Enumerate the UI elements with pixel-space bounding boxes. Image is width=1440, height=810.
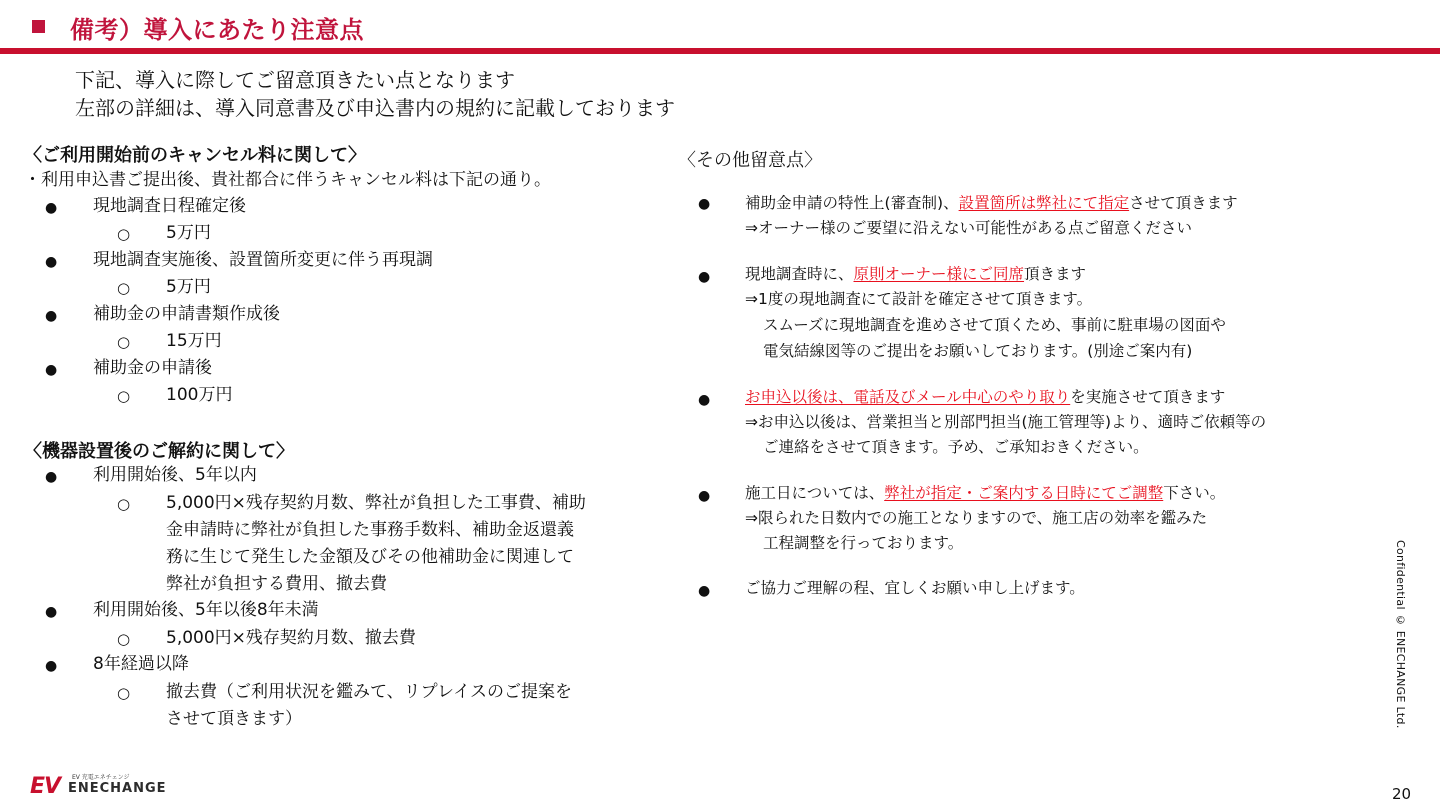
bullet-icon: ●	[45, 308, 58, 324]
termination-item-detail: 5,000円×残存契約月数、弊社が負担した工事費、補助	[166, 493, 586, 513]
sub-bullet-icon: ○	[117, 684, 131, 702]
note-emphasis: お申込以後は、電話及びメール中心のやり取り	[745, 388, 1071, 406]
ev-logo-mark: EV	[30, 774, 61, 799]
bullet-icon: ●	[698, 196, 711, 212]
cancel-fee-heading: 〈ご利用開始前のキャンセル料に関して〉	[24, 145, 366, 166]
bullet-icon: ●	[45, 604, 58, 620]
note-text: 補助金申請の特性上(審査制)、	[745, 194, 959, 212]
note-text: 現地調査時に、	[745, 265, 854, 283]
sub-bullet-icon: ○	[117, 630, 131, 648]
cancel-item-fee: 5万円	[166, 277, 211, 297]
header-divider	[0, 48, 1440, 54]
note-text: 施工日については、	[745, 484, 885, 502]
note-headline	[745, 385, 1225, 409]
slide-header	[0, 0, 1440, 56]
cancel-item-label: 現地調査日程確定後	[93, 196, 246, 216]
note-text: 頂きます	[1024, 265, 1087, 283]
note-text: させて頂きます	[1129, 194, 1238, 212]
termination-item-detail: 金申請時に弊社が負担した事務手数料、補助金返還義	[166, 520, 574, 540]
intro-line-1: 下記、導入に際してご留意頂きたい点となります	[75, 68, 515, 92]
note-text: を実施させて頂きます	[1070, 388, 1226, 406]
sub-bullet-icon: ○	[117, 495, 131, 513]
page-number: 20	[1392, 785, 1412, 803]
note-text: 下さい。	[1163, 484, 1226, 502]
note-headline	[745, 191, 1238, 215]
bullet-icon: ●	[45, 469, 58, 485]
termination-item-label: 8年経過以降	[93, 654, 189, 674]
note-detail: ⇒1度の現地調査にて設計を確定させて頂きます。	[745, 290, 1093, 308]
cancel-item-label: 補助金の申請後	[93, 358, 212, 378]
termination-item-label: 利用開始後、5年以後8年未満	[93, 600, 319, 620]
note-detail: 電気結線図等のご提出をお願いしております。(別途ご案内有)	[763, 342, 1193, 360]
note-detail: スムーズに現地調査を進めさせて頂くため、事前に駐車場の図面や	[763, 316, 1226, 334]
intro-line-2: 左部の詳細は、導入同意書及び申込書内の規約に記載しております	[75, 96, 675, 120]
cancel-item-fee: 100万円	[166, 385, 233, 405]
sub-bullet-icon: ○	[117, 387, 131, 405]
note-detail: ⇒オーナー様のご要望に沿えない可能性がある点ご留意ください	[745, 219, 1192, 237]
bullet-icon: ●	[698, 583, 711, 599]
termination-heading: 〈機器設置後のご解約に関して〉	[24, 441, 294, 462]
bullet-icon: ●	[698, 269, 711, 285]
note-emphasis: 弊社が指定・ご案内する日時にてご調整	[884, 484, 1164, 502]
termination-item-detail: 弊社が負担する費用、撤去費	[166, 574, 387, 594]
note-detail: 工程調整を行っております。	[763, 534, 964, 552]
termination-item-detail: させて頂きます）	[166, 709, 302, 729]
cancel-item-fee: 5万円	[166, 223, 211, 243]
other-notes-heading: 〈その他留意点〉	[678, 150, 822, 171]
sub-bullet-icon: ○	[117, 333, 131, 351]
bullet-icon: ●	[45, 200, 58, 216]
note-emphasis: 設置箇所は弊社にて指定	[958, 194, 1130, 212]
cancel-item-label: 現地調査実施後、設置箇所変更に伴う再現調	[93, 250, 433, 270]
cancel-item-fee: 15万円	[166, 331, 222, 351]
slide-title: 備考）導入にあたり注意点	[70, 16, 364, 44]
note-headline	[745, 262, 1086, 286]
bullet-icon: ●	[45, 658, 58, 674]
confidential-notice: Confidential © ENECHANGE Ltd.	[1394, 540, 1407, 729]
cancel-item-label: 補助金の申請書類作成後	[93, 304, 280, 324]
termination-item-label: 利用開始後、5年以内	[93, 465, 257, 485]
sub-bullet-icon: ○	[117, 225, 131, 243]
note-detail: ⇒限られた日数内での施工となりますので、施工店の効率を鑑みた	[745, 509, 1208, 527]
bullet-icon: ●	[45, 362, 58, 378]
note-emphasis: 原則オーナー様にご同席	[853, 265, 1025, 283]
title-square-icon	[32, 20, 45, 33]
bullet-icon: ●	[698, 488, 711, 504]
termination-item-detail: 務に生じて発生した金額及びその他補助金に関連して	[166, 547, 574, 567]
note-detail: ⇒お申込以後は、営業担当と別部門担当(施工管理等)より、適時ご依頼等の	[745, 413, 1267, 431]
note-headline: ご協力ご理解の程、宜しくお願い申し上げます。	[745, 579, 1085, 597]
bullet-icon: ●	[45, 254, 58, 270]
cancel-fee-lead: ・利用申込書ご提出後、貴社都合に伴うキャンセル料は下記の通り。	[24, 170, 551, 190]
termination-item-detail: 撤去費（ご利用状況を鑑みて、リプレイスのご提案を	[166, 682, 572, 702]
note-detail: ご連絡をさせて頂きます。予め、ご承知おきください。	[763, 438, 1149, 456]
logo-wordmark: ENECHANGE	[68, 781, 167, 796]
termination-item-detail: 5,000円×残存契約月数、撤去費	[166, 628, 416, 648]
logo-subtitle: EV 充電エネチェンジ	[72, 774, 130, 781]
sub-bullet-icon: ○	[117, 279, 131, 297]
bullet-icon: ●	[698, 392, 711, 408]
note-headline	[745, 481, 1225, 505]
enechange-logo	[30, 772, 167, 802]
